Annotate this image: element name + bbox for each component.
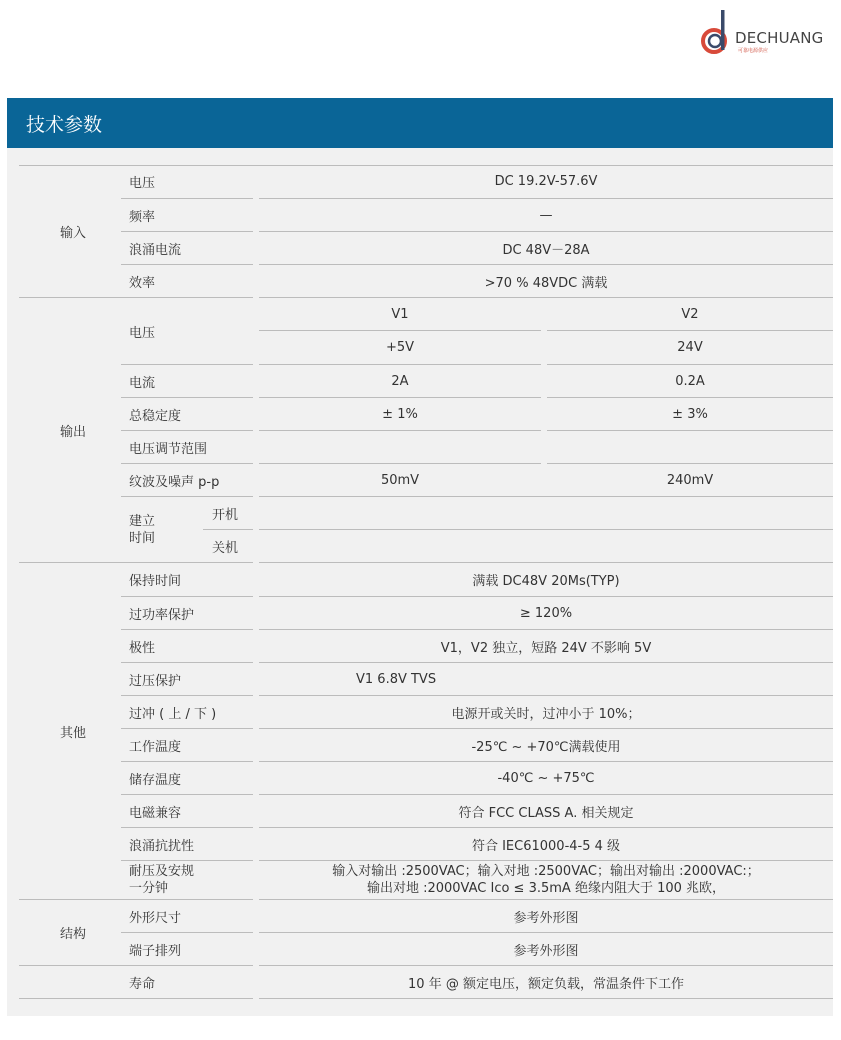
input-efficiency-value: >70 % 48VDC 满载 bbox=[484, 275, 608, 291]
withstand-value bbox=[259, 861, 833, 899]
output-stability-label: 总稳定度 bbox=[129, 408, 182, 424]
overpower-label: 过功率保护 bbox=[129, 607, 195, 623]
surge-label: 浪涌抗扰性 bbox=[129, 838, 195, 854]
work-temp-label: 工作温度 bbox=[129, 739, 182, 755]
withstand-value-line2: 输出对地 :2000VAC Ico ≤ 3.5mA 绝缘内阻大于 100 兆欧， bbox=[366, 881, 726, 896]
storage-temp-value: -40℃ ~ +75℃ bbox=[497, 770, 595, 786]
storage-temp-label: 储存温度 bbox=[129, 772, 182, 788]
hold-time-value: 满载 DC48V 20Ms(TYP) bbox=[472, 574, 620, 589]
page-title: 技术参数 bbox=[26, 114, 103, 136]
output-voltage-v2: 24V bbox=[677, 340, 703, 355]
input-inrush-label: 浪涌电流 bbox=[129, 242, 182, 258]
group-other: 其他 bbox=[59, 725, 86, 741]
output-current-v1: 2A bbox=[391, 373, 409, 389]
brand-tagline: 可靠电源供应 bbox=[738, 48, 769, 54]
overvoltage-label: 过压保护 bbox=[129, 673, 182, 689]
dechuang-logo-icon bbox=[698, 8, 738, 58]
output-channel-v1: V1 bbox=[391, 306, 409, 322]
output-ripple-label: 纹波及噪声 p-p bbox=[129, 474, 220, 490]
output-stability-v1: ± 1% bbox=[382, 406, 418, 422]
spec-table bbox=[7, 148, 833, 1016]
overvoltage-value: V1 6.8V TVS bbox=[356, 671, 437, 687]
input-frequency-value: — bbox=[539, 207, 553, 223]
input-voltage-value: DC 19.2V-57.6V bbox=[494, 174, 598, 189]
polarity-label: 极性 bbox=[129, 640, 156, 656]
output-channel-v2: V2 bbox=[681, 306, 699, 322]
group-output: 输出 bbox=[59, 424, 86, 440]
output-ripple-v1: 50mV bbox=[380, 472, 420, 488]
output-current-v2: 0.2A bbox=[675, 373, 705, 389]
output-adjust-label: 电压调节范围 bbox=[129, 441, 208, 457]
dimensions-label: 外形尺寸 bbox=[129, 910, 182, 926]
terminal-label: 端子排列 bbox=[129, 943, 182, 959]
input-frequency-label: 频率 bbox=[129, 209, 156, 225]
group-input: 输入 bbox=[59, 225, 86, 241]
overpower-value: ≥ 120% bbox=[519, 605, 573, 621]
brand-name: DECHUANG bbox=[735, 29, 824, 47]
emc-value: 符合 FCC CLASS A. 相关规定 bbox=[458, 805, 634, 821]
work-temp-value: -25℃ ~ +70℃满载使用 bbox=[471, 739, 621, 755]
output-current-label: 电流 bbox=[129, 375, 156, 391]
terminal-value: 参考外形图 bbox=[513, 943, 579, 959]
withstand-value-line1: 输入对输出 :2500VAC；输入对地 :2500VAC；输出对输出 :2000VAC:； bbox=[332, 864, 760, 879]
input-inrush-value: DC 48V－28A bbox=[502, 242, 590, 258]
withstand-label-line2: 一分钟 bbox=[129, 881, 169, 896]
output-on-label: 开机 bbox=[212, 507, 239, 523]
withstand-label-line1: 耐压及安规 bbox=[129, 864, 195, 879]
polarity-value: V1，V2 独立，短路 24V 不影响 5V bbox=[440, 640, 652, 656]
overshoot-label: 过冲 ( 上 / 下 ) bbox=[129, 706, 217, 722]
withstand-label bbox=[129, 861, 253, 899]
dimensions-value: 参考外形图 bbox=[513, 910, 579, 926]
overshoot-value: 电源开或关时，过冲小于 10%； bbox=[451, 706, 641, 722]
life-label: 寿命 bbox=[129, 976, 156, 992]
life-value: 10 年 @ 额定电压，额定负载，常温条件下工作 bbox=[408, 976, 684, 992]
setup-label-line2: 时间 bbox=[129, 531, 156, 546]
input-efficiency-label: 效率 bbox=[129, 275, 156, 291]
surge-value: 符合 IEC61000-4-5 4 级 bbox=[471, 838, 621, 854]
output-stability-v2: ± 3% bbox=[672, 406, 708, 422]
hold-time-label: 保持时间 bbox=[129, 574, 182, 589]
brand-logo bbox=[698, 8, 838, 58]
output-voltage-v1: +5V bbox=[385, 340, 415, 355]
input-voltage-label: 电压 bbox=[129, 176, 156, 191]
emc-label: 电磁兼容 bbox=[129, 805, 182, 821]
output-ripple-v2: 240mV bbox=[666, 472, 714, 488]
output-off-label: 关机 bbox=[212, 540, 239, 556]
output-voltage-label: 电压 bbox=[129, 325, 156, 341]
output-setup-time-label bbox=[129, 497, 199, 563]
section-header bbox=[7, 98, 833, 148]
group-structure: 结构 bbox=[59, 927, 86, 942]
setup-label-line1: 建立 bbox=[129, 514, 156, 529]
